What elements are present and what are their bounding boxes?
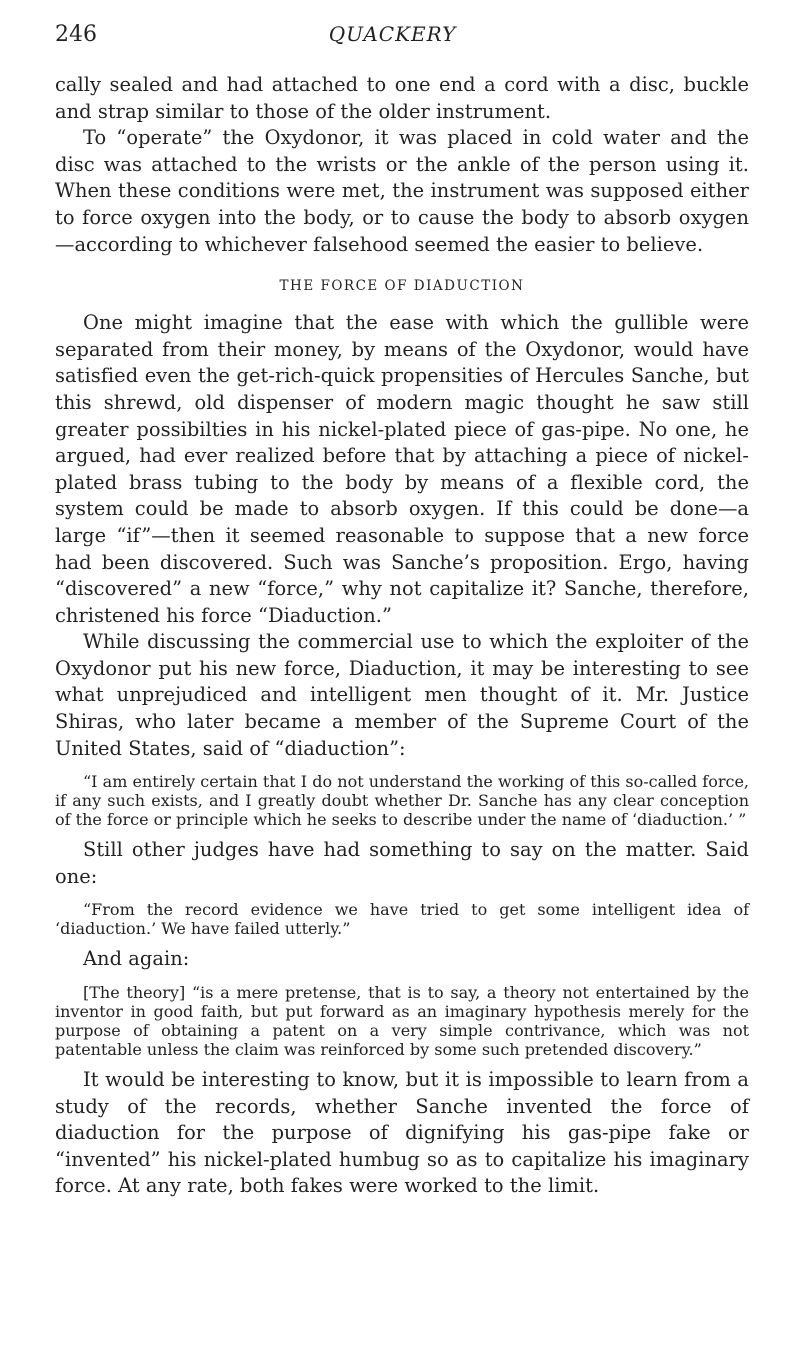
paragraph-3: One might imagine that the ease with which the gullible were separated from their money, by means of the Oxydonor, would have satisfied even the get-rich-quick propensities of Hercules Sanche, but this shrewd, old dispenser of modern magic thought he saw still greater possibilties in his nickel-plated piece of gas-pipe. No one, he argued, had ever realized before that by attaching a piece of nickel-plated brass tubing to the body by means of a flexible cord, the system could be made to absorb oxygen. If this could be done—a large “if”—then it seemed reasonable to suppose that a new force had been discovered. Such was Sanche’s proposition. Ergo, having “discovered” a new “force,” why not capitalize it? Sanche, therefore, christened his force “Diaduction.”: [55, 311, 749, 627]
paragraph-1: cally sealed and had attached to one end a cord with a disc, buckle and strap similar to those of the older instrument.: [55, 73, 749, 123]
quotation-3: [The theory] “is a mere pretense, that is to say, a theory not entertained by the inventor in good faith, but put forward as an imaginary hypothesis merely for the purpose of obtaining a patent on a very simple contrivance, which was not patentable unless the claim was reinforced by some such pretended discovery.”: [55, 983, 749, 1060]
quotation-2: “From the record evidence we have tried to get some intelligent idea of ‘diaduction.’ We have failed utterly.”: [55, 900, 749, 939]
body-text: [55, 72, 749, 1200]
paragraph-4: While discussing the commercial use to which the exploiter of the Oxydonor put his new force, Diaduction, it may be interesting to see what unprejudiced and intelligent men thought of it. Mr. Justice Shiras, who later became a member of the Supreme Court of the United States, said of “diaduction”:: [55, 630, 749, 760]
paragraph-5: Still other judges have had something to say on the matter. Said one:: [55, 838, 749, 888]
quotation-1: “I am entirely certain that I do not understand the working of this so-called force, if any such exists, and I greatly doubt whether Dr. Sanche has any clear conception of the force or principle which he seeks to describe under the name of ‘diaduction.’ ”: [55, 772, 749, 830]
paragraph-7: It would be interesting to know, but it is impossible to learn from a study of the records, whether Sanche invented the force of diaduction for the purpose of dignifying his gas-pipe fake or “invented” his nickel-plated humbug so as to capitalize his imaginary force. At any rate, both fakes were worked to the limit.: [55, 1068, 749, 1198]
paragraph-2: To “operate” the Oxydonor, it was placed in cold water and the disc was attached to the wrists or the ankle of the person using it. When these conditions were met, the instrument was supposed either to force oxygen into the body, or to cause the body to absorb oxygen—according to whichever falsehood seemed the easier to believe.: [55, 126, 749, 256]
section-heading: THE FORCE OF DIADUCTION: [279, 278, 525, 295]
paragraph-6: And again:: [83, 947, 190, 971]
page-number: 246: [55, 22, 97, 47]
running-head: QUACKERY: [328, 22, 457, 46]
page-header: [55, 22, 730, 52]
